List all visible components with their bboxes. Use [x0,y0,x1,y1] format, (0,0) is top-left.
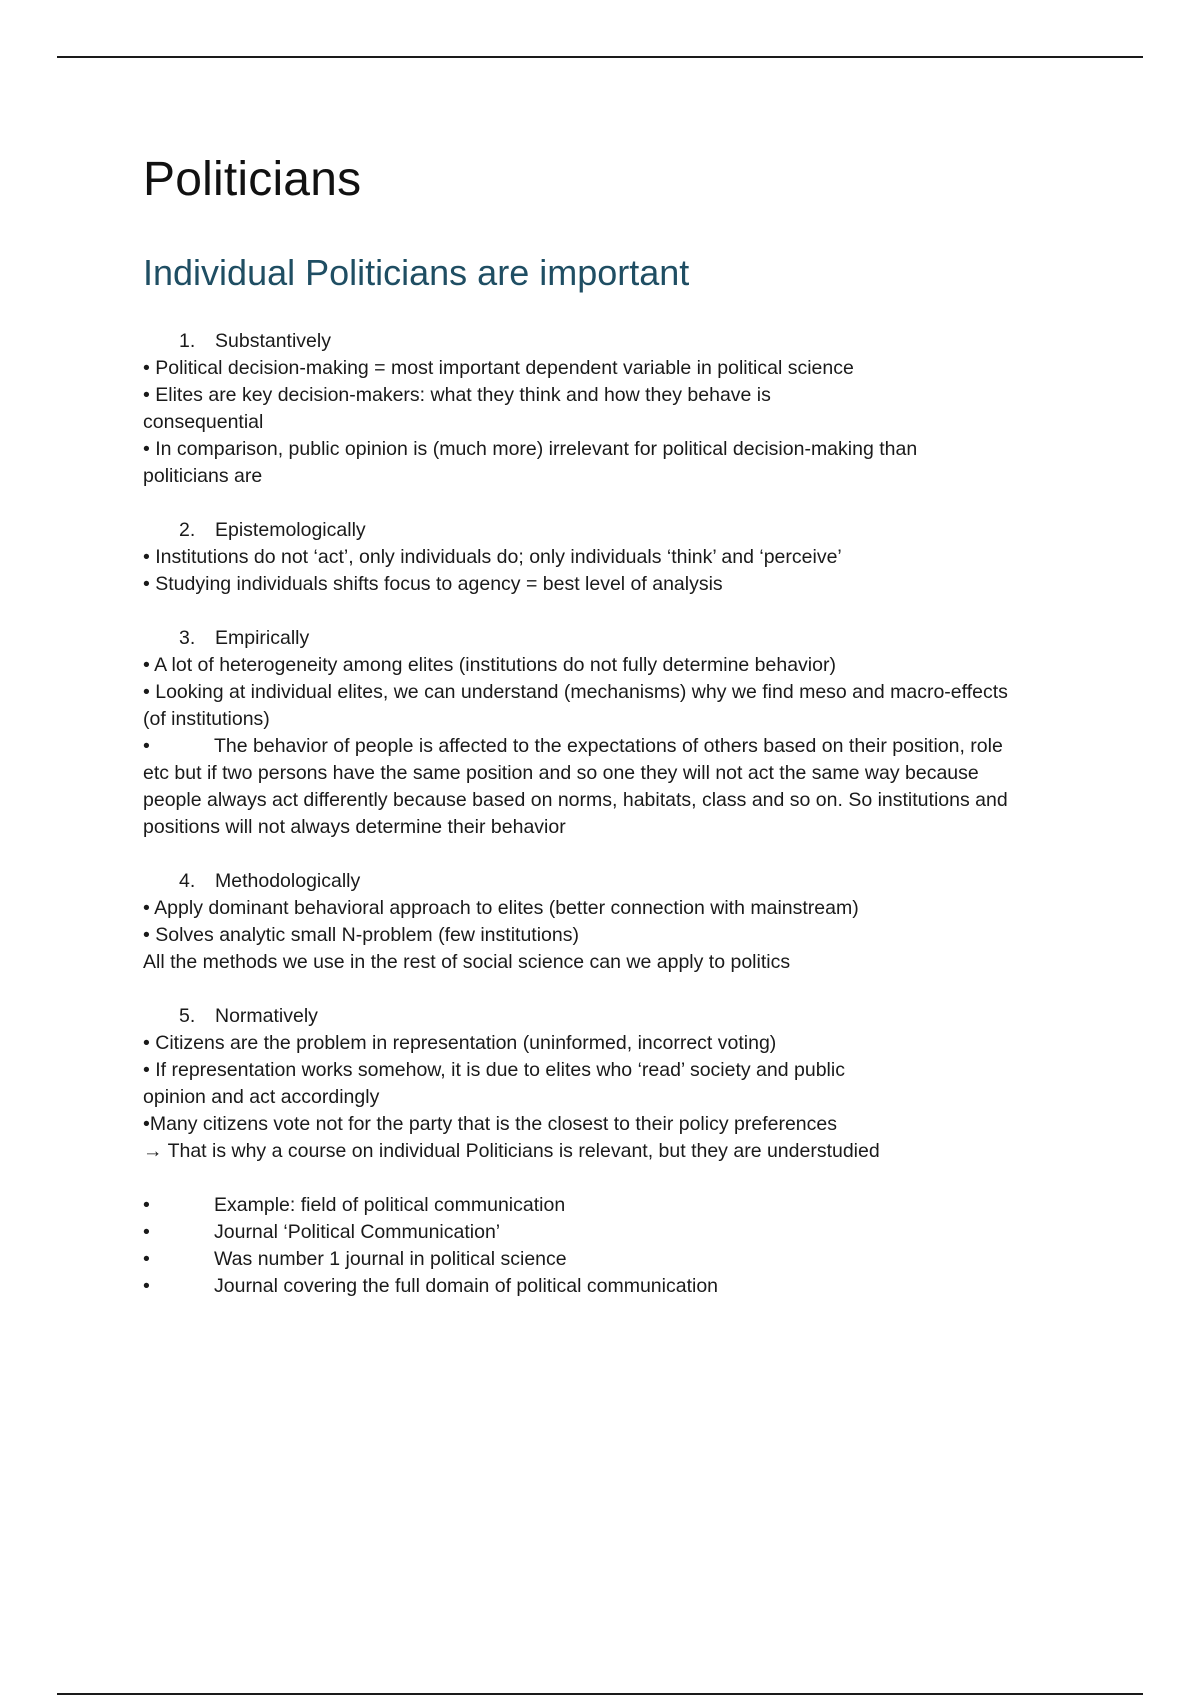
text-line: consequential [143,411,264,433]
list-item-text: Journal ‘Political Communication’ [214,1221,501,1243]
text-line: etc but if two persons have the same position and so one they will not act the same way because [143,762,979,784]
section-number: 4. [179,870,196,892]
section-subtitle: Individual Politicians are important [143,252,690,293]
section-heading-text: Epistemologically [215,519,366,541]
section-heading [143,517,1083,544]
page-title: Politicians [143,153,362,206]
bullet-marker: • [143,1194,150,1216]
section-normatively [143,1003,1083,1165]
text-line: • Studying individuals shifts focus to agency = best level of analysis [143,573,723,595]
tabbed-bullet-line [143,733,1083,760]
text-line: people always act differently because based on norms, habitats, class and so on. So institutions and [143,789,1008,811]
text-line: • Political decision-making = most important dependent variable in political science [143,357,854,379]
section-epistemologically [143,517,1083,598]
text-line: • Elites are key decision-makers: what they think and how they behave is [143,384,771,406]
list-item-text: Journal covering the full domain of political communication [214,1275,719,1297]
list-item [143,1192,1083,1219]
section-heading-text: Methodologically [215,870,361,892]
bullet-marker: • [143,1248,150,1270]
section-heading-text: Empirically [215,627,310,649]
list-item [143,1273,1083,1300]
text-line: politicians are [143,465,263,487]
bullet-marker: • [143,735,150,757]
section-number: 3. [179,627,196,649]
text-line: • In comparison, public opinion is (much more) irrelevant for political decision-making than [143,438,918,460]
text-line: All the methods we use in the rest of social science can we apply to politics [143,951,791,973]
text-line: • Institutions do not ‘act’, only individuals do; only individuals ‘think’ and ‘perceive’ [143,546,842,568]
text-line: (of institutions) [143,708,270,730]
section-number: 1. [179,330,196,352]
bullet-marker: • [143,1221,150,1243]
list-item-text: Was number 1 journal in political science [214,1248,567,1270]
section-heading-text: Substantively [215,330,331,352]
text-line: • Citizens are the problem in representation (uninformed, incorrect voting) [143,1032,777,1054]
top-rule [57,56,1143,58]
tabbed-text: The behavior of people is affected to the expectations of others based on their position, role [214,735,1003,757]
section-heading [143,328,1083,355]
section-methodologically [143,868,1083,976]
section-number: 5. [179,1005,196,1027]
section-substantively [143,328,1083,490]
bottom-rule [57,1693,1143,1695]
text-line: opinion and act accordingly [143,1086,380,1108]
text-line: • If representation works somehow, it is due to elites who ‘read’ society and public [143,1059,845,1081]
document-body [143,150,1083,1300]
list-item [143,1246,1083,1273]
text-line: • Solves analytic small N-problem (few institutions) [143,924,579,946]
section-number: 2. [179,519,196,541]
text-line: positions will not always determine their behavior [143,816,566,838]
section-heading [143,1003,1083,1030]
section-heading-text: Normatively [215,1005,318,1027]
text-line: → That is why a course on individual Politicians is relevant, but they are understudied [143,1140,880,1162]
list-item [143,1219,1083,1246]
section-heading [143,625,1083,652]
bullet-marker: • [143,1275,150,1297]
text-line: • Apply dominant behavioral approach to elites (better connection with mainstream) [143,897,859,919]
section-empirically [143,625,1083,841]
sections [143,328,1083,1300]
text-line: •Many citizens vote not for the party that is the closest to their policy preferences [143,1113,837,1135]
text-line: • A lot of heterogeneity among elites (institutions do not fully determine behavior) [143,654,836,676]
list-item-text: Example: field of political communication [214,1194,566,1216]
text-line: • Looking at individual elites, we can understand (mechanisms) why we find meso and macro-effects [143,681,1008,703]
example-bullet-list [143,1192,1083,1300]
section-heading [143,868,1083,895]
